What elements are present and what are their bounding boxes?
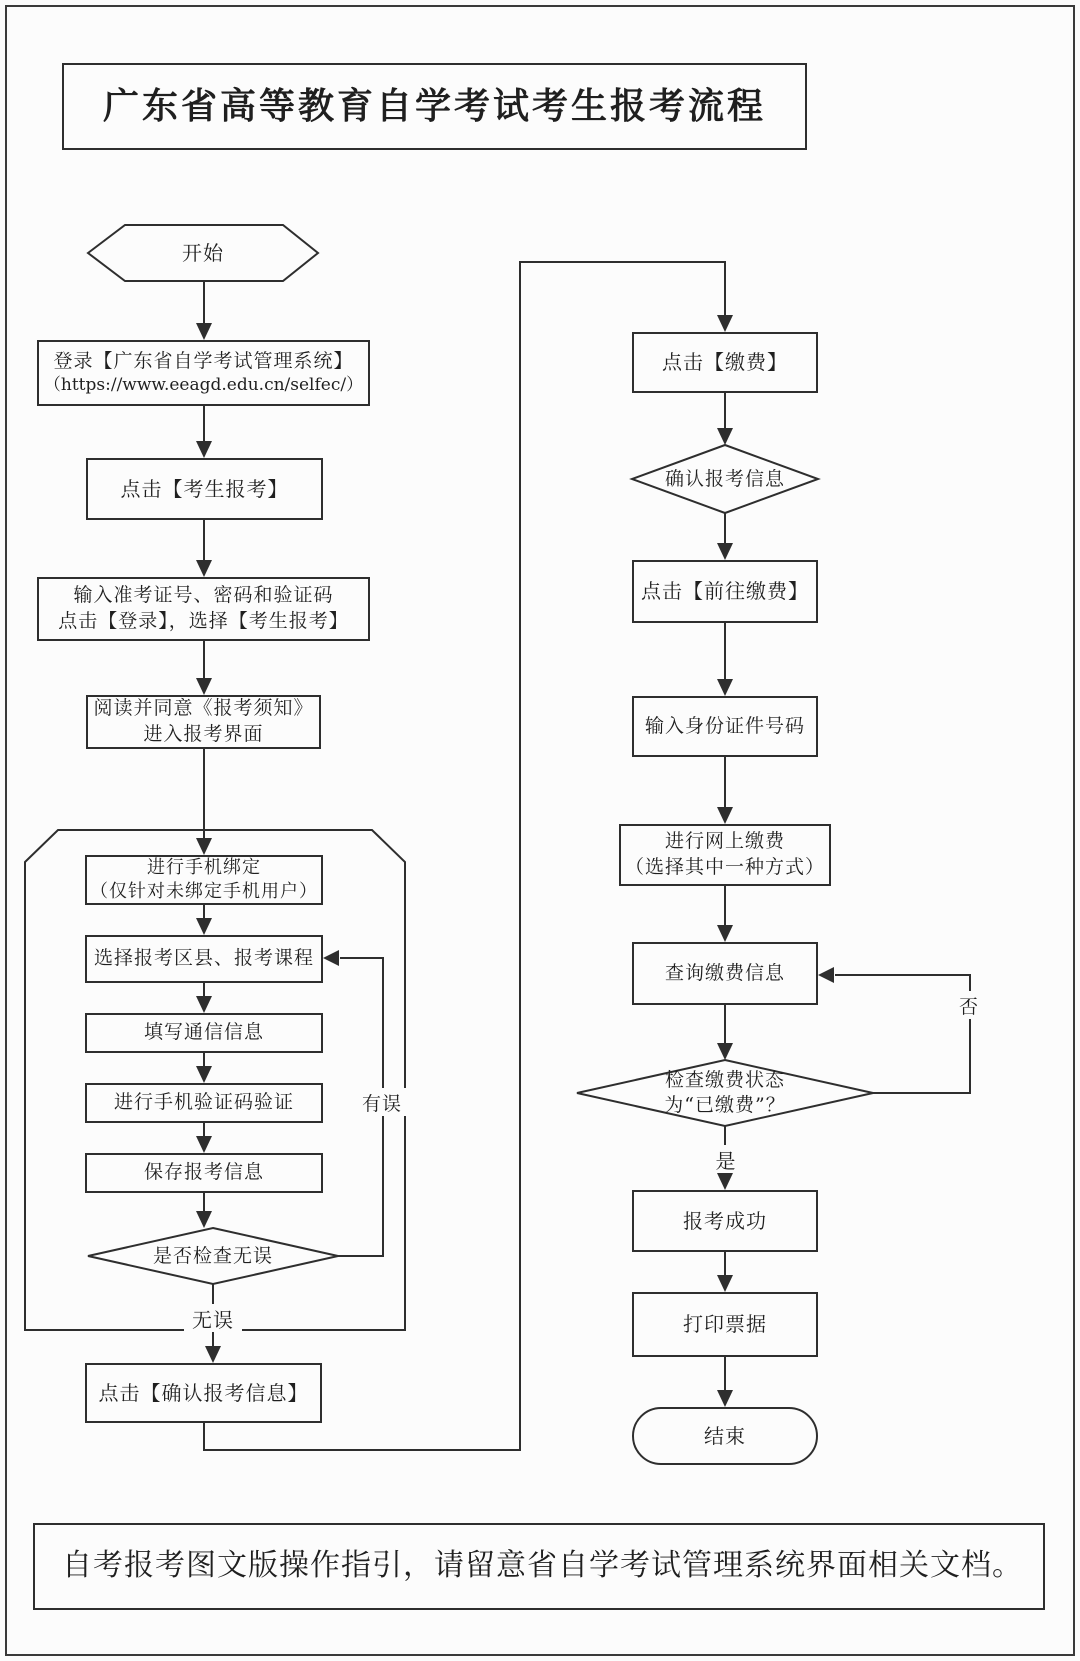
node-text-line: 开始	[182, 241, 224, 265]
node-text-line: 确认报考信息	[664, 467, 785, 490]
node-decision-confirm-info	[632, 445, 818, 513]
node-text-line: 点击【考生报考】	[120, 476, 289, 501]
node-text-line: 点击【前往缴费】	[641, 579, 809, 603]
node-login-system	[37, 340, 370, 406]
edge-label-text: 无误	[192, 1307, 234, 1332]
node-text-line: 保存报考信息	[143, 1161, 264, 1184]
node-text-line: （https://www.eeagd.edu.cn/selfec/）	[43, 375, 364, 396]
node-text-line: 点击【登录】，选择【考生报考】	[58, 610, 349, 632]
node-text-line: 输入准考证号、密码和验证码	[73, 584, 334, 607]
node-save-register-info	[85, 1153, 323, 1193]
node-text-line: 点击【缴费】	[662, 350, 788, 374]
edge-label-yes	[711, 1145, 741, 1173]
node-decision-check-correct	[88, 1228, 338, 1284]
node-text-line: 阅读并同意《报考须知》	[93, 697, 314, 720]
node-text-line: 点击【确认报考信息】	[98, 1380, 309, 1405]
node-select-district-courses	[85, 935, 323, 983]
node-text-line: 选择报考区县、报考课程	[93, 947, 314, 970]
node-register-success	[632, 1190, 818, 1252]
node-decision-check-paid	[577, 1060, 873, 1126]
node-print-receipt	[632, 1292, 818, 1357]
node-text-line: 进行手机绑定	[147, 856, 261, 878]
page-title	[62, 63, 807, 150]
footer-note-text: 自考报考图文版操作指引，请留意省自学考试管理系统界面相关文档。	[62, 1548, 1023, 1584]
node-query-payment-info	[632, 942, 818, 1005]
node-text-line: 为“已缴费”？	[664, 1094, 786, 1116]
node-input-credentials	[37, 577, 370, 641]
node-start	[88, 225, 318, 281]
node-text-line: 进行网上缴费	[664, 830, 785, 853]
node-confirm-register-info	[85, 1363, 322, 1423]
edge-label-text: 否	[958, 995, 979, 1018]
edge-label-text: 有误	[361, 1092, 402, 1115]
node-fill-contact-info	[85, 1013, 323, 1053]
node-text-line: 输入身份证件号码	[644, 714, 805, 737]
edge-label-has-error	[356, 1088, 408, 1116]
node-end	[632, 1407, 818, 1465]
node-bind-phone	[85, 855, 323, 905]
node-text-line: 进入报考界面	[143, 723, 264, 745]
node-text-line: 填写通信信息	[143, 1021, 264, 1044]
node-text-line: 是否检查无误	[152, 1244, 273, 1267]
node-click-pay	[632, 332, 818, 393]
node-text-line: 登录【广东省自学考试管理系统】	[53, 349, 354, 372]
edge-label-no-error	[184, 1304, 242, 1332]
node-input-id-number	[632, 696, 818, 757]
node-online-payment	[619, 824, 831, 886]
node-text-line: 查询缴费信息	[664, 961, 785, 984]
node-text-line: （仅针对未绑定手机用户）	[90, 881, 318, 902]
node-text-line: 报考成功	[683, 1208, 767, 1233]
node-read-notice	[86, 695, 321, 749]
node-click-candidate-register	[86, 458, 323, 520]
node-verify-sms-code	[85, 1083, 323, 1123]
footer-note-box	[33, 1523, 1045, 1610]
node-text-line: 检查缴费状态	[664, 1069, 785, 1092]
node-text-line: 进行手机验证码验证	[113, 1091, 294, 1114]
node-goto-pay	[632, 560, 818, 623]
node-text-line: 结束	[704, 1423, 746, 1448]
edge-label-text: 是	[715, 1148, 737, 1173]
page-title-text: 广东省高等教育自学考试考生报考流程	[102, 85, 766, 128]
node-text-line: （选择其中一种方式）	[624, 856, 825, 878]
node-text-line: 打印票据	[683, 1312, 767, 1336]
edge-label-no	[953, 991, 985, 1019]
